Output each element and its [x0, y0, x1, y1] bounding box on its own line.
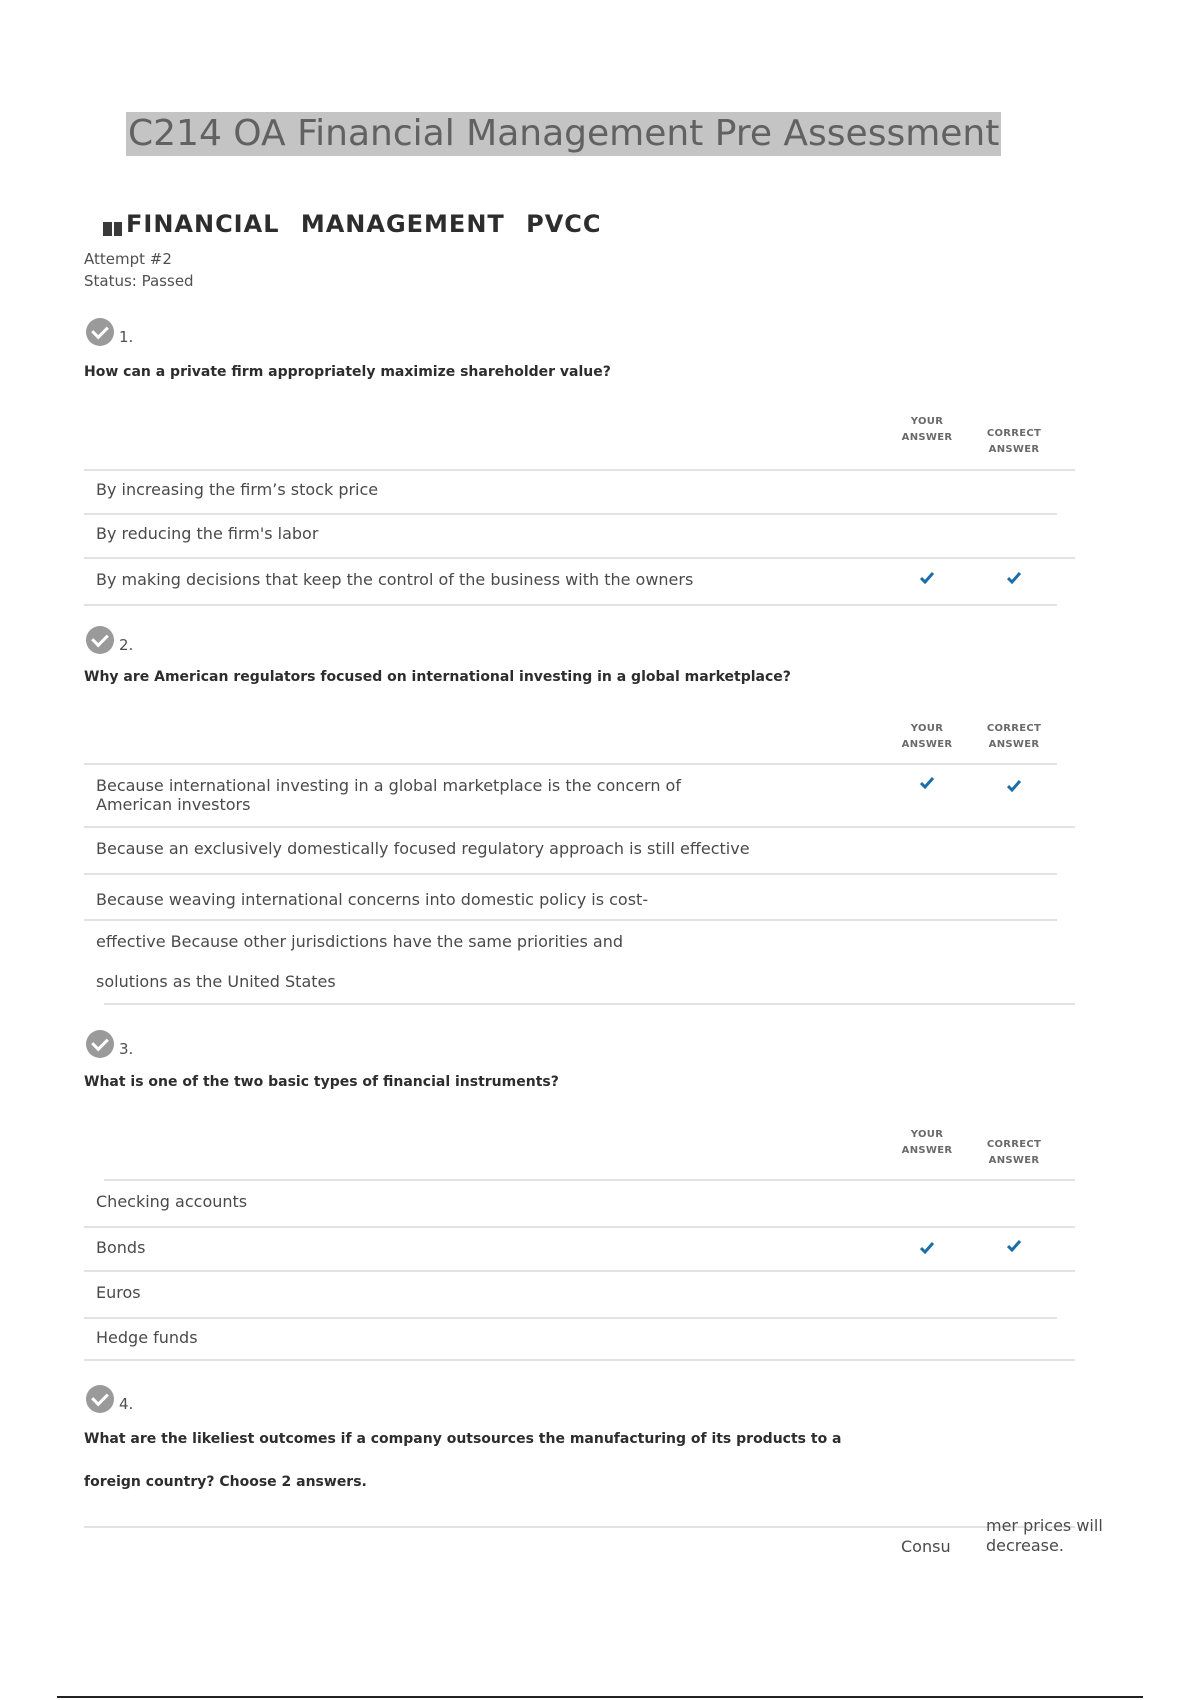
answer-option: solutions as the United States — [96, 972, 336, 991]
question-4-text-line-1: What are the likeliest outcomes if a company outsources the manufacturing of its products to a — [84, 1431, 842, 1447]
divider — [84, 873, 1057, 875]
answer-option: Because weaving international concerns into domestic policy is cost- — [96, 890, 649, 909]
divider — [84, 826, 1075, 828]
correct-answer-check-icon — [1007, 780, 1021, 792]
answer-option: Bonds — [96, 1238, 146, 1257]
answer-fragment: Consu — [901, 1537, 951, 1556]
divider — [84, 1270, 1075, 1272]
your-answer-check-icon — [920, 572, 934, 584]
question-3-text: What is one of the two basic types of financial instruments? — [84, 1074, 559, 1090]
course-title: FINANCIAL MANAGEMENT PVCC — [126, 210, 602, 238]
correct-answer-header: CORRECT ANSWER — [986, 428, 1042, 455]
document-title: C214 OA Financial Management Pre Assessment — [128, 113, 1000, 154]
answer-option: By making decisions that keep the control of the business with the owners — [96, 570, 694, 589]
check-circle-icon — [86, 1030, 114, 1058]
answer-option: By increasing the firm’s stock price — [96, 480, 379, 499]
divider — [84, 763, 1057, 765]
book-icon — [103, 222, 122, 236]
page-bottom-rule — [57, 1696, 1143, 1698]
question-1-header — [86, 318, 133, 346]
answer-option: Euros — [96, 1283, 141, 1302]
attempt-label: Attempt #2 — [84, 250, 172, 268]
question-number: 2. — [119, 636, 134, 654]
question-number: 3. — [119, 1040, 134, 1058]
question-4-text-line-2: foreign country? Choose 2 answers. — [84, 1474, 367, 1490]
check-circle-icon — [86, 1385, 114, 1413]
divider — [84, 604, 1057, 606]
correct-answer-check-icon — [1007, 1240, 1021, 1252]
question-number: 4. — [119, 1395, 134, 1413]
divider — [84, 557, 1075, 559]
question-1-text: How can a private firm appropriately maximize shareholder value? — [84, 364, 611, 380]
course-header — [103, 210, 602, 238]
your-answer-check-icon — [920, 1242, 934, 1254]
your-answer-header: YOUR ANSWER — [901, 416, 953, 443]
correct-answer-header: CORRECT ANSWER — [986, 723, 1042, 750]
your-answer-header: YOUR ANSWER — [901, 723, 953, 750]
answer-fragment: decrease. — [986, 1536, 1064, 1555]
divider — [84, 469, 1075, 471]
divider — [84, 513, 1057, 515]
correct-answer-header: CORRECT ANSWER — [986, 1139, 1042, 1166]
divider — [84, 1526, 1075, 1528]
answer-option: Because an exclusively domestically focused regulatory approach is still effective — [96, 839, 750, 858]
status-label: Status: Passed — [84, 272, 194, 290]
divider — [84, 1359, 1075, 1361]
question-2-text: Why are American regulators focused on international investing in a global marketplace? — [84, 669, 791, 685]
divider — [104, 1179, 1075, 1181]
question-2-header — [86, 626, 133, 654]
question-3-header — [86, 1030, 133, 1058]
check-circle-icon — [86, 318, 114, 346]
correct-answer-check-icon — [1007, 572, 1021, 584]
answer-option: By reducing the firm's labor — [96, 524, 319, 543]
divider — [84, 1317, 1057, 1319]
divider — [84, 919, 1057, 921]
question-4-header — [86, 1385, 133, 1413]
answer-option: effective Because other jurisdictions have the same priorities and — [96, 932, 623, 951]
divider — [104, 1003, 1075, 1005]
your-answer-check-icon — [920, 777, 934, 789]
answer-option: Because international investing in a global marketplace is the concern of American investors — [96, 776, 681, 814]
check-circle-icon — [86, 626, 114, 654]
your-answer-header: YOUR ANSWER — [901, 1129, 953, 1156]
answer-fragment: mer prices will — [986, 1516, 1103, 1535]
divider — [84, 1226, 1075, 1228]
question-number: 1. — [119, 328, 134, 346]
answer-option: Hedge funds — [96, 1328, 198, 1347]
answer-option: Checking accounts — [96, 1192, 248, 1211]
